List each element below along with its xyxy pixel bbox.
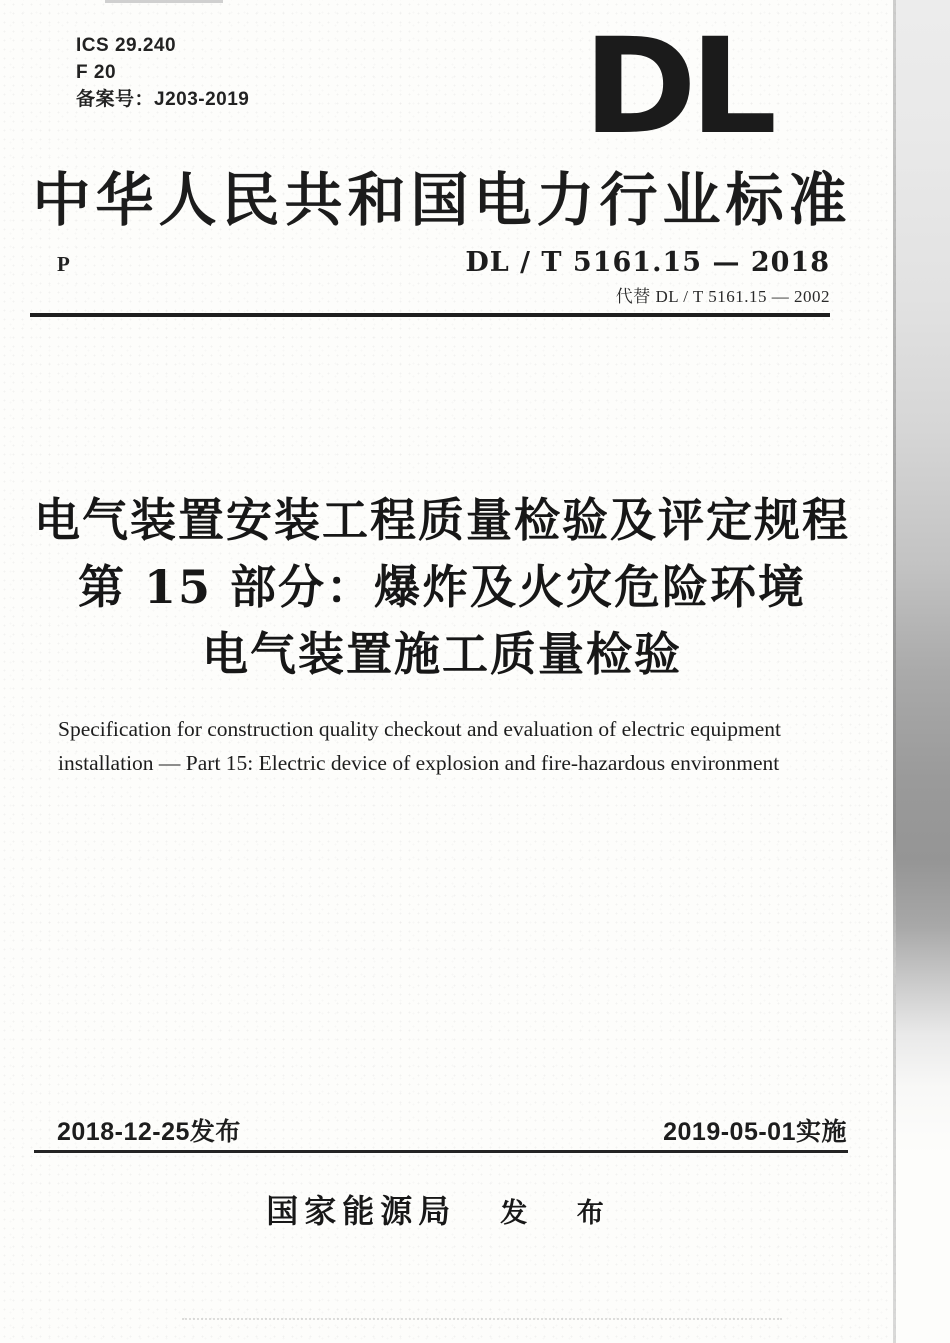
scan-edge-shadow	[896, 0, 950, 1343]
title-zh-line2: 第 15 部分：爆炸及火灾危险环境	[77, 560, 807, 614]
publisher-row	[0, 1186, 890, 1232]
scan-artifact-top	[105, 0, 223, 3]
title-zh-line3: 电气装置施工质量检验	[202, 627, 682, 681]
title-english	[58, 712, 862, 780]
standard-number: DL / T 5161.15 — 2018	[465, 247, 830, 278]
record-number: 备案号：J203-2019	[76, 89, 250, 110]
classification-code: F 20	[76, 62, 117, 83]
footer-rule	[34, 1150, 848, 1153]
header-rule	[30, 313, 830, 317]
replaces-note: 代替 DL / T 5161.15 — 2002	[615, 287, 830, 306]
implement-date: 2019-05-01实施	[663, 1118, 847, 1146]
title-en-line1: Specification for construction quality checkout and evaluation of electric equipment	[58, 717, 781, 741]
standard-number-block	[465, 247, 830, 307]
title-chinese	[26, 487, 858, 688]
meta-codes	[76, 32, 249, 113]
dl-logo: DL	[582, 10, 770, 164]
publisher-name: 国家能源局	[266, 1192, 457, 1230]
title-en-line2: installation — Part 15: Electric device of explosion and fire-hazardous environment	[58, 751, 780, 775]
p-code: P	[57, 252, 70, 276]
issue-date: 2018-12-25发布	[57, 1118, 241, 1146]
title-zh-line1: 电气装置安装工程质量检验及评定规程	[34, 493, 850, 547]
publish-action-label: 发 布	[500, 1198, 624, 1229]
standard-category-heading: 中华人民共和国电力行业标准	[32, 166, 852, 234]
ics-code: ICS 29.240	[76, 35, 177, 56]
scan-artifact-bottom	[182, 1318, 782, 1320]
